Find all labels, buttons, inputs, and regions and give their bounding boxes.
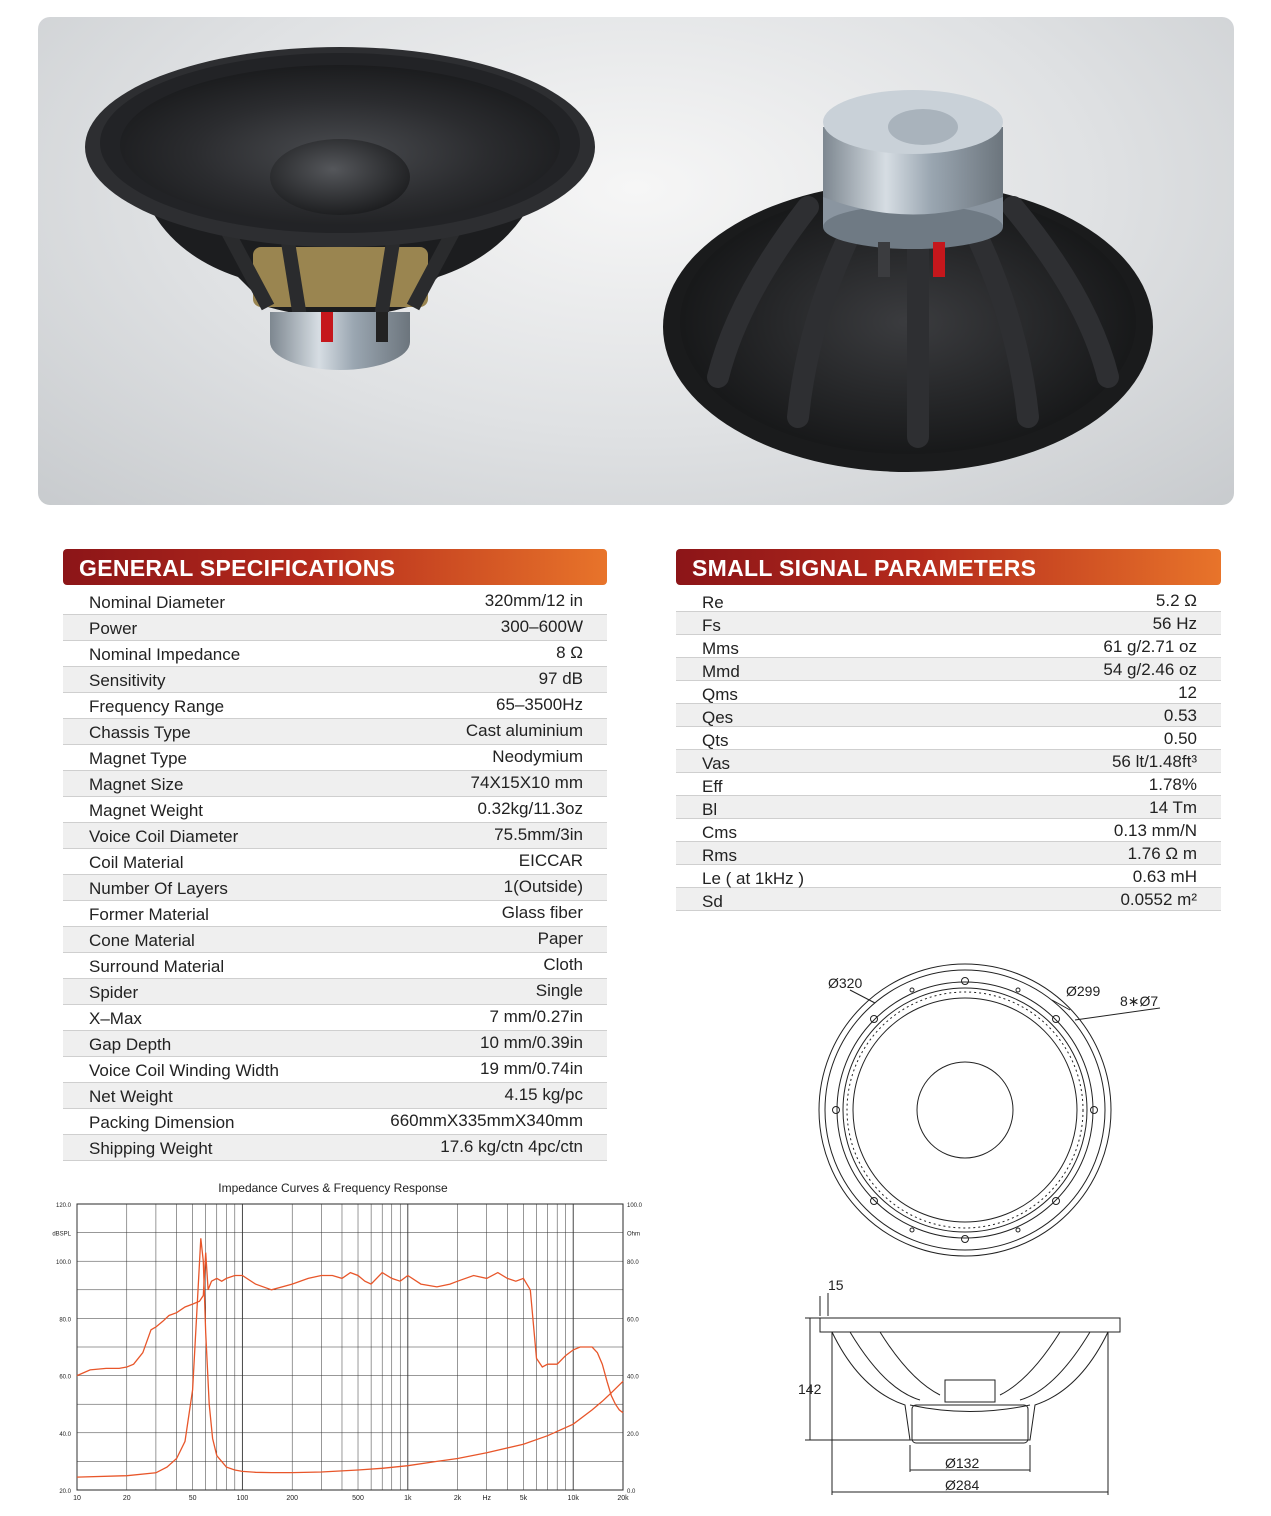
- spec-row: [63, 1057, 607, 1083]
- spec-value: 0.32kg/11.3oz: [477, 799, 583, 818]
- spec-row: [63, 953, 607, 979]
- y-left-tick-label: 120.0: [55, 1203, 71, 1209]
- spec-label: Qts: [702, 731, 729, 750]
- small-signal-parameters-table: [676, 589, 1221, 919]
- x-tick-label: 10k: [567, 1495, 579, 1502]
- spec-row: [63, 615, 607, 641]
- spec-value: Cast aluminium: [465, 721, 583, 740]
- spec-value: 17.6 kg/ctn 4pc/ctn: [440, 1137, 583, 1156]
- spec-row: [63, 771, 607, 797]
- spec-value: 0.0552 m²: [1120, 890, 1197, 909]
- dim-flange-thickness: 15: [828, 1277, 844, 1293]
- spec-row: [676, 727, 1221, 750]
- spec-value: 97 dB: [538, 669, 583, 688]
- y-left-tick-label: 80.0: [59, 1317, 71, 1324]
- spec-value: 5.2 Ω: [1155, 591, 1197, 610]
- spec-row: [676, 819, 1221, 842]
- spec-row: [63, 901, 607, 927]
- spec-row: [676, 658, 1221, 681]
- spec-label: Magnet Type: [89, 749, 187, 768]
- x-tick-label: 100: [236, 1495, 249, 1502]
- spec-value: 54 g/2.46 oz: [1103, 660, 1197, 679]
- general-specifications-header: GENERAL SPECIFICATIONS: [63, 549, 607, 585]
- spec-row: [676, 612, 1221, 635]
- spec-label: Bl: [702, 800, 718, 819]
- spec-label: Sensitivity: [89, 671, 166, 690]
- spec-row: [676, 750, 1221, 773]
- spec-value: EICCAR: [518, 851, 583, 870]
- x-tick-label: 2k: [453, 1495, 462, 1502]
- spec-value: 65–3500Hz: [496, 695, 583, 714]
- x-tick-label: Hz: [482, 1495, 492, 1502]
- y-left-tick-label: 40.0: [59, 1431, 71, 1438]
- chart-title: Impedance Curves & Frequency Response: [218, 1181, 448, 1195]
- x-tick-label: 10: [73, 1495, 81, 1502]
- speaker-front-photo: [85, 47, 595, 370]
- spec-label: Packing Dimension: [89, 1113, 235, 1132]
- spec-row: [63, 693, 607, 719]
- spec-row: [63, 1083, 607, 1109]
- spec-value: 10 mm/0.39in: [480, 1033, 583, 1052]
- spec-value: Glass fiber: [501, 903, 583, 922]
- spec-row: [63, 823, 607, 849]
- x-tick-label: 20k: [617, 1495, 629, 1502]
- spec-value: 19 mm/0.74in: [480, 1059, 583, 1078]
- y-right-axis-label: Ohm: [627, 1231, 641, 1238]
- y-right-tick-label: 100.0: [627, 1203, 643, 1209]
- spec-row: [63, 745, 607, 771]
- spec-row: [63, 875, 607, 901]
- spec-row: [63, 1135, 607, 1161]
- spec-label: Shipping Weight: [89, 1139, 213, 1158]
- spec-value: 1.78%: [1148, 775, 1197, 794]
- spec-value: 4.15 kg/pc: [504, 1085, 583, 1104]
- spec-label: Net Weight: [89, 1087, 173, 1106]
- spec-label: Coil Material: [89, 853, 184, 872]
- spec-row: [63, 667, 607, 693]
- speaker-rear-photo: [663, 90, 1153, 472]
- spec-value: 1(Outside): [503, 877, 583, 896]
- spec-row: [676, 704, 1221, 727]
- spec-label: Spider: [89, 983, 139, 1002]
- spec-row: [676, 865, 1221, 888]
- x-tick-label: 500: [352, 1495, 364, 1502]
- spec-row: [63, 1005, 607, 1031]
- spec-value: 61 g/2.71 oz: [1103, 637, 1197, 656]
- dim-basket-diameter: Ø284: [945, 1477, 980, 1493]
- y-right-tick-label: 0.0: [627, 1489, 636, 1495]
- spec-row: [676, 796, 1221, 819]
- spec-row: [63, 719, 607, 745]
- y-right-tick-label: 80.0: [627, 1260, 639, 1267]
- y-left-tick-label: 60.0: [59, 1374, 71, 1381]
- spec-value: Paper: [537, 929, 583, 948]
- spec-row: [676, 635, 1221, 658]
- spec-value: 300–600W: [500, 617, 583, 636]
- y-left-axis-label: dBSPL: [52, 1231, 71, 1238]
- spec-value: Neodymium: [492, 747, 583, 766]
- spec-row: [676, 773, 1221, 796]
- impedance-frequency-chart: [40, 1196, 700, 1516]
- spec-value: 7 mm/0.27in: [489, 1007, 583, 1026]
- x-tick-label: 20: [122, 1495, 131, 1502]
- x-tick-label: 5k: [519, 1495, 528, 1502]
- x-tick-label: 50: [188, 1495, 197, 1502]
- x-tick-label: 200: [286, 1495, 299, 1502]
- spec-value: Single: [535, 981, 583, 1000]
- dimension-drawing: [790, 960, 1210, 1500]
- spec-label: X–Max: [89, 1009, 142, 1028]
- spec-row: [676, 888, 1221, 911]
- spec-value: 75.5mm/3in: [494, 825, 583, 844]
- spec-label: Gap Depth: [89, 1035, 172, 1054]
- spec-value: 0.50: [1163, 729, 1197, 748]
- y-right-tick-label: 20.0: [627, 1431, 639, 1438]
- spec-value: Cloth: [543, 955, 583, 974]
- dim-magnet-diameter: Ø132: [945, 1455, 980, 1471]
- spec-value: 12: [1178, 683, 1197, 702]
- spec-label: Sd: [702, 892, 723, 911]
- spec-value: 660mmX335mmX340mm: [390, 1111, 583, 1130]
- y-left-tick-label: 20.0: [59, 1489, 71, 1495]
- general-specifications-table: [63, 589, 607, 1161]
- spec-value: 56 lt/1.48ft³: [1111, 752, 1197, 771]
- spec-label: Voice Coil Diameter: [89, 827, 239, 846]
- spec-row: [63, 589, 607, 615]
- spec-label: Power: [89, 619, 138, 638]
- spec-label: Former Material: [89, 905, 209, 924]
- product-photo-panel: [38, 17, 1234, 505]
- spec-row: [63, 797, 607, 823]
- x-tick-label: 1k: [404, 1495, 412, 1502]
- spec-label: Magnet Weight: [89, 801, 204, 820]
- spec-label: Qms: [702, 685, 738, 704]
- spec-row: [63, 979, 607, 1005]
- spec-label: Rms: [702, 846, 737, 865]
- product-photo: [38, 17, 1234, 505]
- spec-value: 0.53: [1163, 706, 1197, 725]
- spec-label: Mmd: [702, 662, 740, 681]
- small-signal-parameters-header: SMALL SIGNAL PARAMETERS: [676, 549, 1221, 585]
- spec-value: 0.13 mm/N: [1113, 821, 1197, 840]
- spec-value: 14 Tm: [1149, 798, 1197, 817]
- spec-label: Nominal Diameter: [89, 593, 226, 612]
- spec-label: Number Of Layers: [89, 879, 228, 898]
- y-right-tick-label: 60.0: [627, 1317, 639, 1324]
- spec-value: 320mm/12 in: [484, 591, 583, 610]
- y-left-tick-label: 100.0: [55, 1260, 71, 1267]
- spec-label: Frequency Range: [89, 697, 225, 716]
- dim-bolt-circle: Ø299: [1066, 983, 1101, 999]
- spec-row: [63, 1031, 607, 1057]
- spec-value: 1.76 Ω m: [1127, 844, 1197, 863]
- spec-label: Fs: [702, 616, 721, 635]
- front-view-drawing: [819, 964, 1160, 1256]
- spec-label: Nominal Impedance: [89, 645, 241, 664]
- spec-label: Vas: [702, 754, 731, 773]
- spec-label: Eff: [702, 777, 723, 796]
- dim-outer-diameter: Ø320: [828, 975, 863, 991]
- y-right-tick-label: 40.0: [627, 1374, 639, 1381]
- spec-label: Voice Coil Winding Width: [89, 1061, 279, 1080]
- spec-row: [63, 849, 607, 875]
- spec-label: Cone Material: [89, 931, 195, 950]
- spec-row: [676, 842, 1221, 865]
- spec-row: [676, 589, 1221, 612]
- spec-value: 0.63 mH: [1132, 867, 1197, 886]
- spec-label: Re: [702, 593, 724, 612]
- spec-label: Chassis Type: [89, 723, 191, 742]
- dim-mount-holes: 8∗Ø7: [1120, 993, 1159, 1009]
- spec-row: [63, 927, 607, 953]
- spec-value: 56 Hz: [1152, 614, 1197, 633]
- spec-row: [676, 681, 1221, 704]
- spec-label: Magnet Size: [89, 775, 184, 794]
- spec-label: Le ( at 1kHz ): [702, 869, 805, 888]
- spec-label: Mms: [702, 639, 739, 658]
- dim-depth: 142: [798, 1381, 822, 1397]
- spec-value: 74X15X10 mm: [470, 773, 583, 792]
- spec-label: Cms: [702, 823, 737, 842]
- spec-row: [63, 1109, 607, 1135]
- spec-row: [63, 641, 607, 667]
- spec-value: 8 Ω: [556, 643, 583, 662]
- spec-label: Qes: [702, 708, 734, 727]
- spec-label: Surround Material: [89, 957, 225, 976]
